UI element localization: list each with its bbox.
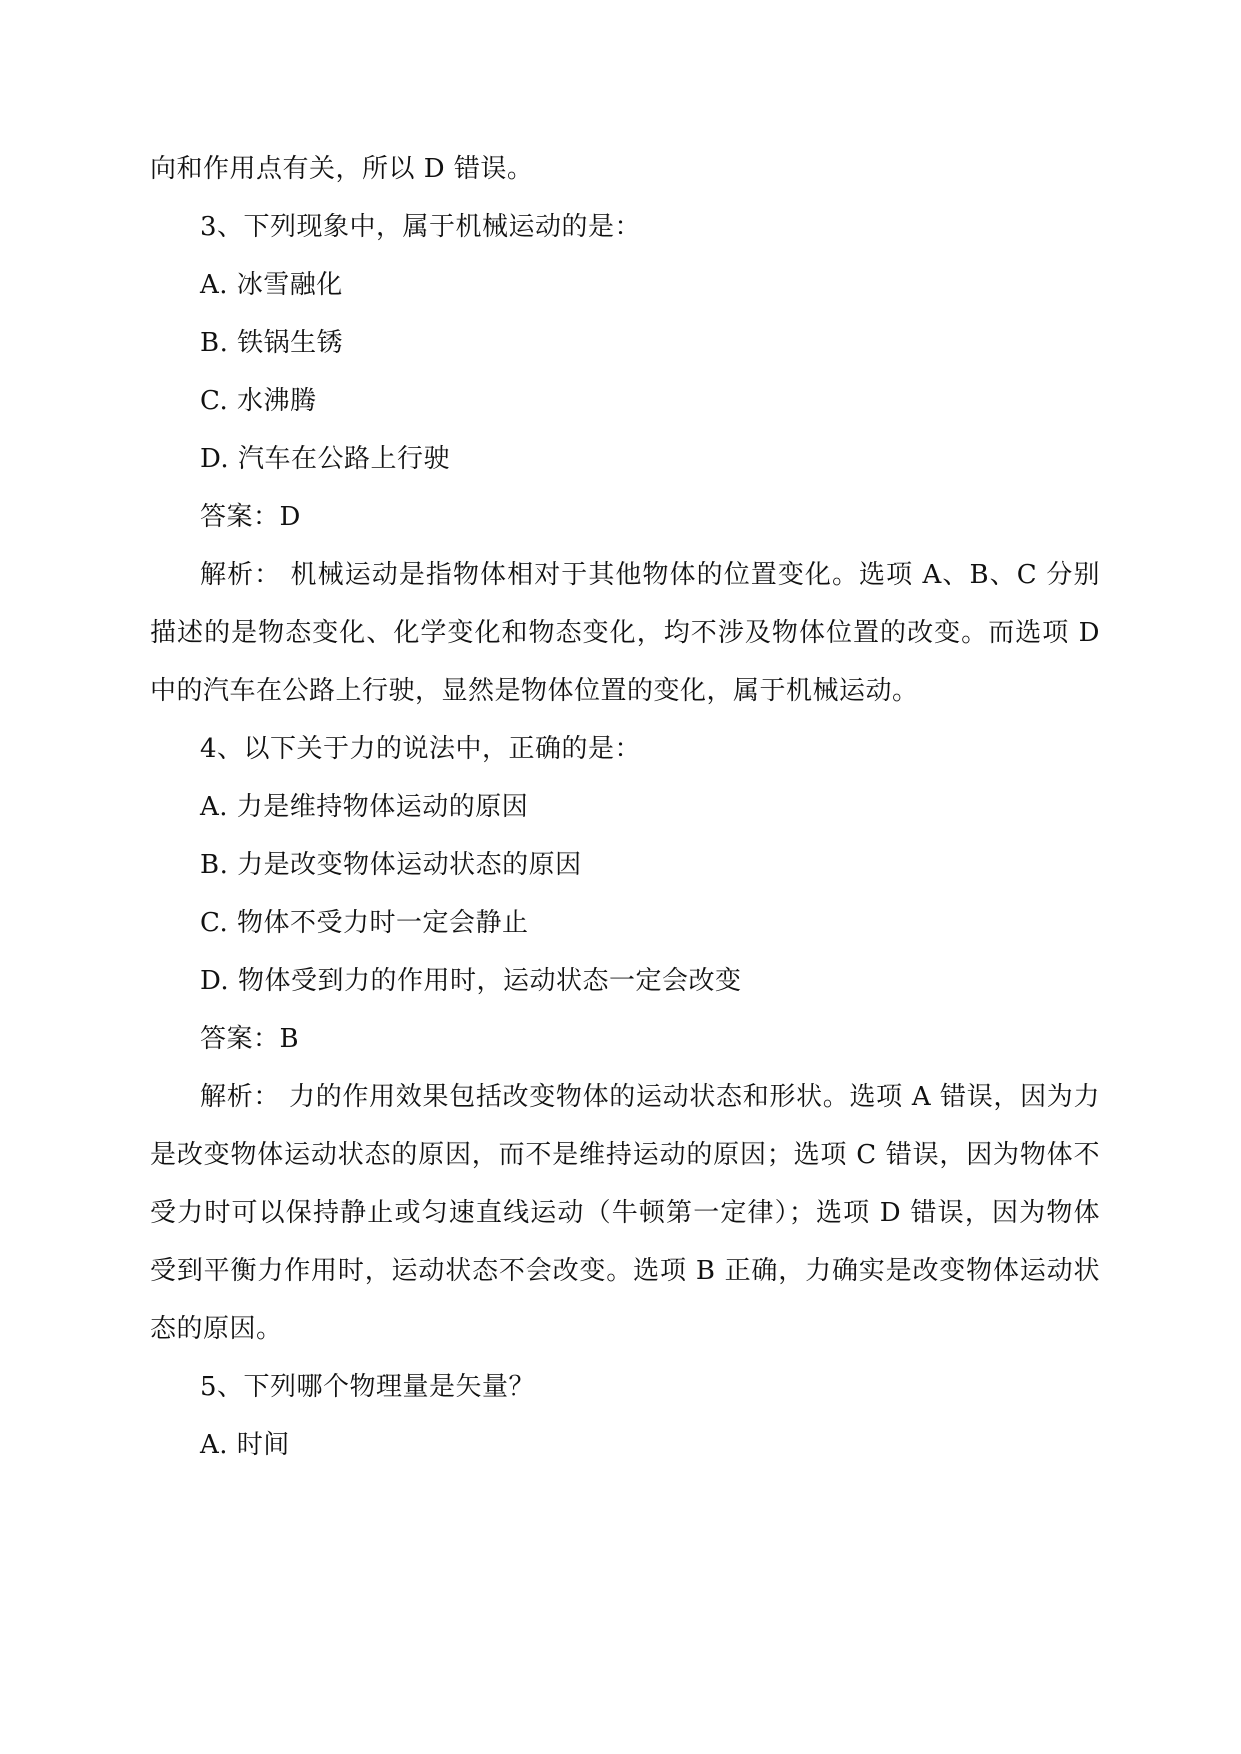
- question-4-answer: 答案：B: [200, 1024, 300, 1054]
- question-4-stem: 4、以下关于力的说法中，正确的是：: [200, 734, 642, 764]
- question-3-option-d: D. 汽车在公路上行驶: [200, 444, 450, 474]
- question-4-analysis: 解析： 力的作用效果包括改变物体的运动状态和形状。选项 A 错误，因为力是改变物体运动状态的原因，而不是维持运动的原因；选项 C 错误，因为物体不受力时可以保持静止或匀速直线运动（牛顿第一定律）；选项 D 错误，因为物体受到平衡力作用时，运动状态不会改变。选项 B 正确，力确实是改变物体运动状态的原因。: [150, 1082, 1100, 1344]
- document-body: [150, 140, 1100, 1474]
- question-5-option-a: A. 时间: [200, 1430, 290, 1460]
- question-4-option-d: D. 物体受到力的作用时，运动状态一定会改变: [200, 966, 742, 996]
- question-4-option-a: A. 力是维持物体运动的原因: [200, 792, 529, 822]
- question-3-stem: 3、下列现象中，属于机械运动的是：: [200, 212, 642, 242]
- continuation-text: 向和作用点有关，所以 D 错误。: [150, 154, 534, 184]
- question-5-stem: 5、下列哪个物理量是矢量？: [200, 1372, 536, 1402]
- question-3-option-b: B. 铁锅生锈: [200, 328, 344, 358]
- question-3-option-c: C. 水沸腾: [200, 386, 317, 416]
- question-4-option-c: C. 物体不受力时一定会静止: [200, 908, 529, 938]
- question-3-option-a: A. 冰雪融化: [200, 270, 343, 300]
- question-3-answer: 答案：D: [200, 502, 301, 532]
- question-4-option-b: B. 力是改变物体运动状态的原因: [200, 850, 582, 880]
- question-3-analysis: 解析： 机械运动是指物体相对于其他物体的位置变化。选项 A、B、C 分别描述的是物态变化、化学变化和物态变化，均不涉及物体位置的改变。而选项 D 中的汽车在公路上行驶，显然是物体位置的变化，属于机械运动。: [150, 560, 1100, 706]
